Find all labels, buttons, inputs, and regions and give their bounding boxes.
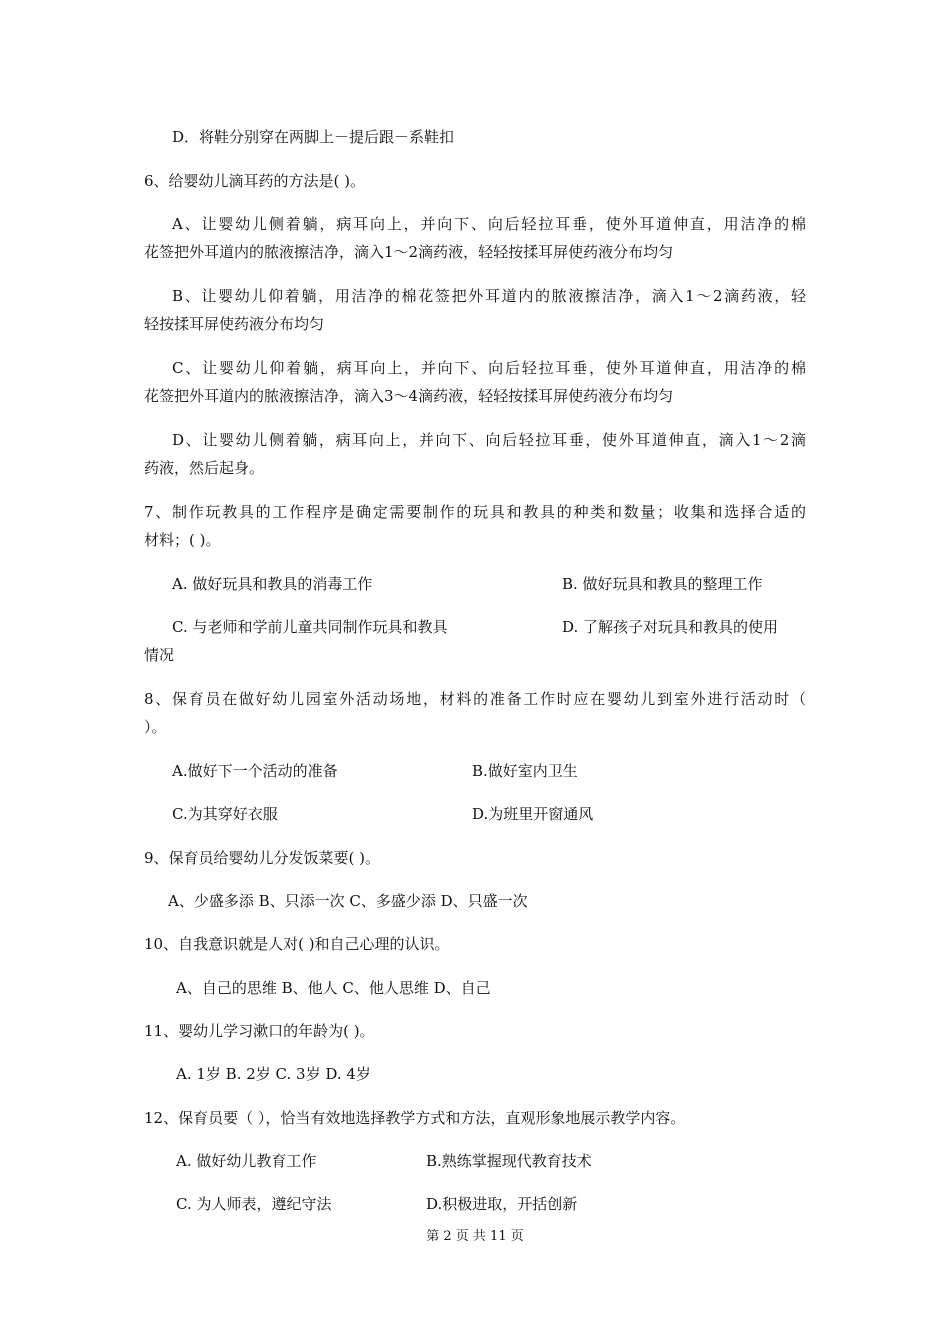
- question-6-option-d-line2: 药液，然后起身。: [144, 459, 265, 477]
- question-11-options: A. 1岁 B. 2岁 C. 3岁 D. 4岁: [176, 1065, 371, 1083]
- question-7-option-c: C. 与老师和学前儿童共同制作玩具和教具: [172, 618, 448, 636]
- question-7-option-d: D. 了解孩子对玩具和教具的使用: [562, 618, 779, 636]
- question-5-option-d: D．将鞋分别穿在两脚上－提后跟－系鞋扣: [172, 128, 455, 146]
- question-12-stem: 12、保育员要（ ），恰当有效地选择教学方式和方法，直观形象地展示教学内容。: [144, 1109, 686, 1127]
- question-7-stem-line1: 7、制作玩教具的工作程序是确定需要制作的玩具和教具的种类和数量；收集和选择合适的: [144, 503, 806, 521]
- question-8-option-d: D.为班里开窗通风: [472, 805, 594, 823]
- question-9-stem: 9、保育员给婴幼儿分发饭菜要( )。: [144, 849, 381, 867]
- question-8-option-b: B.做好室内卫生: [472, 762, 578, 780]
- question-6-option-d-line1: D、让婴幼儿侧着躺，病耳向上，并向下、向后轻拉耳垂，使外耳道伸直，滴入1～2滴: [172, 431, 806, 449]
- question-6-stem: 6、给婴幼儿滴耳药的方法是( )。: [144, 172, 366, 190]
- question-8-option-c: C.为其穿好衣服: [172, 805, 278, 823]
- question-12-option-c: C. 为人师表，遵纪守法: [176, 1195, 332, 1213]
- question-6-option-b-line2: 轻按揉耳屏使药液分布均匀: [144, 315, 325, 333]
- question-6-option-a-line2: 花签把外耳道内的脓液擦洁净，滴入1～2滴药液，轻轻按揉耳屏使药液分布均匀: [144, 243, 674, 261]
- question-11-stem: 11、婴幼儿学习漱口的年龄为( )。: [144, 1022, 375, 1040]
- question-7-option-a: A. 做好玩具和教具的消毒工作: [172, 575, 373, 593]
- question-9-options: A、少盛多添 B、只添一次 C、多盛少添 D、只盛一次: [168, 892, 528, 910]
- question-12-option-d: D.积极进取，开括创新: [426, 1195, 578, 1213]
- question-6-option-a-line1: A、让婴幼儿侧着躺，病耳向上，并向下、向后轻拉耳垂，使外耳道伸直，用洁净的棉: [172, 215, 806, 233]
- question-10-stem: 10、自我意识就是人对( )和自己心理的认识。: [144, 935, 450, 953]
- page-number-footer: 第 2 页 共 11 页: [426, 1229, 524, 1244]
- question-8-stem-line1: 8、保育员在做好幼儿园室外活动场地，材料的准备工作时应在婴幼儿到室外进行活动时（: [144, 690, 806, 708]
- question-6-option-c-line2: 花签把外耳道内的脓液擦洁净，滴入3～4滴药液，轻轻按揉耳屏使药液分布均匀: [144, 387, 674, 405]
- question-12-option-b: B.熟练掌握现代教育技术: [426, 1152, 592, 1170]
- question-10-options: A、自己的思维 B、他人 C、他人思维 D、自己: [176, 979, 491, 997]
- question-6-option-b-line1: B、让婴幼儿仰着躺，用洁净的棉花签把外耳道内的脓液擦洁净，滴入1～2滴药液，轻: [172, 287, 806, 305]
- question-12-option-a: A. 做好幼儿教育工作: [176, 1152, 317, 1170]
- question-7-option-b: B. 做好玩具和教具的整理工作: [562, 575, 763, 593]
- question-6-option-c-line1: C、让婴幼儿仰着躺，病耳向上，并向下、向后轻拉耳垂，使外耳道伸直，用洁净的棉: [172, 359, 806, 377]
- question-8-stem-line2: ）。: [144, 718, 167, 736]
- question-7-stem-line2: 材料；( )。: [144, 531, 221, 549]
- question-7-option-d-wrap: 情况: [144, 646, 175, 664]
- question-8-option-a: A.做好下一个活动的准备: [172, 762, 338, 780]
